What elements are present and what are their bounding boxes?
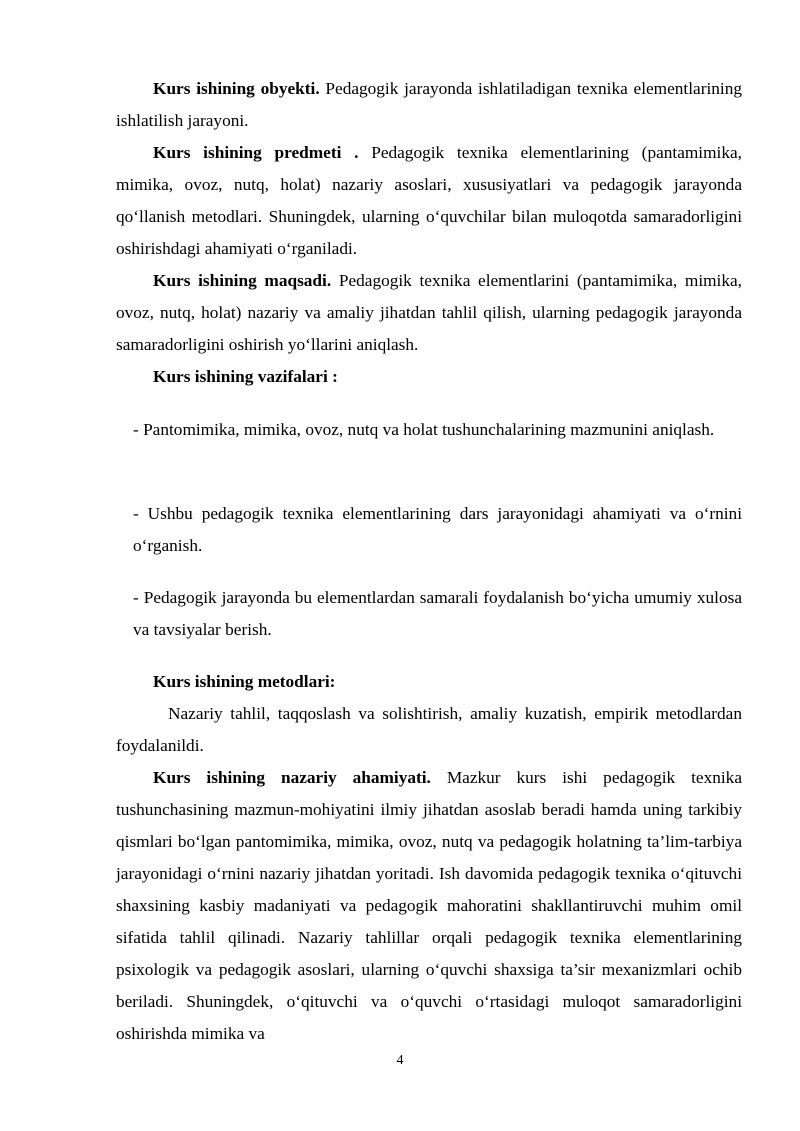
object-heading: Kurs ishining obyekti.	[153, 79, 320, 98]
significance-text: Mazkur kurs ishi pedagogik texnika tushunchasining mazmun-mohiyatini ilmiy jihatdan asoslab beradi hamda uning tarkibiy qismlari bo‘lgan pantomimika, mimika, ovoz, nutq va pedagogik holatning ta’lim-tarbiya jarayonidagi o‘rnini nazariy jihatdan yoritadi. Ish davomida pedagogik texnika o‘qituvchi shaxsining kasbiy madaniyati va pedagogik mahoratini shakllantiruvchi muhim omil sifatida tahlil qilinadi. Nazariy tahlillar orqali pedagogik texnika elementlarining psixologik va pedagogik asoslari, ularning o‘quvchi shaxsiga ta’sir mexanizmlari ochib beriladi. Shuningdek, o‘qituvchi va o‘quvchi o‘rtasidagi muloqot samaradorligini oshirishda mimika va	[116, 768, 742, 1043]
paragraph-goal	[116, 265, 742, 361]
task-item-3	[133, 582, 742, 646]
tasks-heading: Kurs ishining vazifalari :	[153, 367, 338, 386]
section-top	[116, 73, 742, 393]
significance-heading: Kurs ishining nazariy ahamiyati.	[153, 768, 431, 787]
methods-heading: Kurs ishining metodlari:	[153, 672, 336, 691]
task-item-1	[133, 414, 742, 446]
task-item-text: - Ushbu pedagogik texnika elementlarining dars jarayonidagi ahamiyati va o‘rnini o‘rganish.	[133, 504, 742, 555]
paragraph-tasks-heading	[116, 361, 742, 393]
page-number: 4	[396, 1053, 404, 1068]
task-item-text: - Pedagogik jarayonda bu elementlardan samarali foydalanish bo‘yicha umumiy xulosa va tavsiyalar berish.	[133, 588, 742, 639]
task-item-2	[133, 498, 742, 562]
paragraph-subject	[116, 137, 742, 265]
goal-text: Pedagogik texnika elementlarini (pantamimika, mimika, ovoz, nutq, holat) nazariy va amaliy jihatdan tahlil qilish, ularning pedagogik jarayonda samaradorligini oshirish yo‘llarini aniqlash.	[116, 271, 742, 354]
paragraph-methods	[116, 698, 742, 762]
task-item-text: - Pantomimika, mimika, ovoz, nutq va holat tushunchalarining mazmunini aniqlash.	[133, 420, 715, 439]
methods-text: Nazariy tahlil, taqqoslash va solishtirish, amaliy kuzatish, empirik metodlardan foydalanildi.	[116, 704, 742, 755]
subject-heading: Kurs ishining predmeti .	[153, 143, 359, 162]
paragraph-object	[116, 73, 742, 137]
paragraph-significance	[116, 762, 742, 1050]
section-bottom	[116, 666, 742, 1050]
object-text: Pedagogik jarayonda ishlatiladigan texnika elementlarining ishlatilish jarayoni.	[116, 79, 742, 130]
subject-text: Pedagogik texnika elementlarining (pantamimika, mimika, ovoz, nutq, holat) nazariy asoslari, xususiyatlari va pedagogik jarayonda qo‘llanish metodlari. Shuningdek, ularning o‘quvchilar bilan muloqotda samaradorligini oshirishdagi ahamiyati o‘rganiladi.	[116, 143, 742, 258]
goal-heading: Kurs ishining maqsadi.	[153, 271, 332, 290]
paragraph-methods-heading	[116, 666, 742, 698]
